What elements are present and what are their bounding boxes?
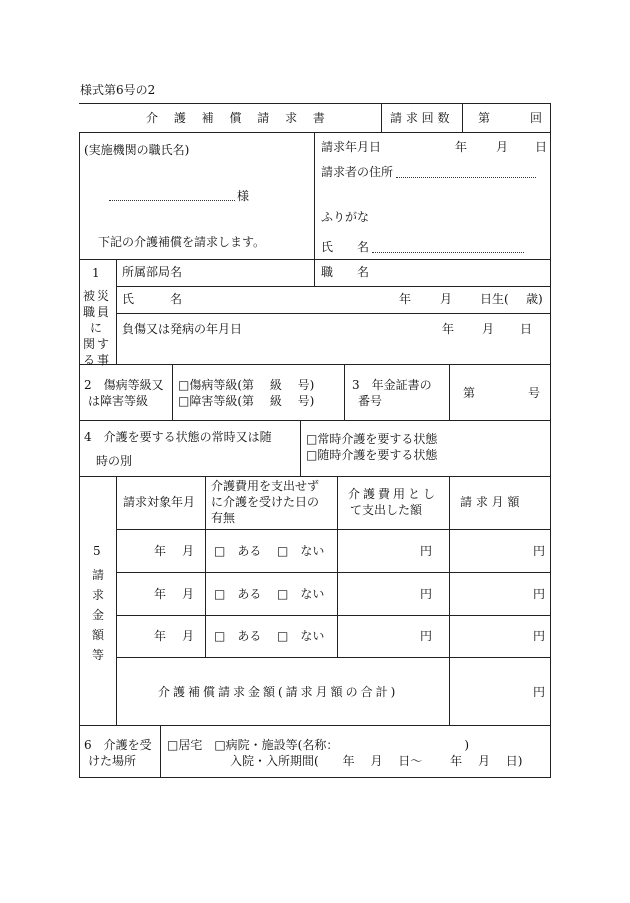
sec2-label-2: は障害等級	[88, 394, 149, 408]
nai-checkbox[interactable]: □ ない	[277, 587, 325, 601]
victim-name-label: 氏 名	[122, 292, 183, 306]
sec6-label-2: けた場所	[88, 754, 137, 768]
post-label: 職 名	[321, 265, 370, 279]
col-no-expense-3: 有無	[211, 511, 236, 525]
constant-care-option[interactable]: □常時介護を要する状態	[306, 432, 438, 446]
aru-checkbox[interactable]: □ ある	[214, 587, 262, 601]
sec3-label-2: 番号	[358, 394, 383, 408]
injury-month: 月	[482, 322, 495, 336]
claimant-name-label: 氏 名	[321, 240, 370, 254]
dept-label: 所属部局名	[122, 265, 183, 279]
col-expense-2: て支出した額	[350, 503, 423, 517]
address-label: 請求者の住所	[321, 165, 394, 179]
sec1-number: 1	[92, 266, 100, 280]
claimant-name-line[interactable]	[372, 252, 524, 253]
claim-count-prefix: 第	[478, 111, 491, 125]
official-name-line[interactable]	[109, 200, 235, 201]
injury-date-label: 負傷又は発病の年月日	[122, 322, 243, 336]
pension-prefix: 第	[463, 386, 476, 400]
aru-checkbox[interactable]: □ ある	[214, 544, 262, 558]
birth-month: 月	[440, 292, 453, 306]
col-expense-1: 介護費用とし	[348, 487, 439, 501]
col-no-expense-2: に介護を受けた日の	[211, 495, 320, 509]
birth-year: 年	[399, 292, 412, 306]
col-no-expense-1: 介護費用を支出せず	[211, 479, 320, 493]
honorific: 様	[237, 189, 250, 203]
pension-suffix: 号	[528, 386, 541, 400]
injury-year: 年	[442, 322, 455, 336]
furigana-label: ふりがな	[321, 210, 370, 224]
nai-checkbox[interactable]: □ ない	[277, 544, 325, 558]
claim-count-suffix: 回	[530, 111, 543, 125]
sec3-label-1: 3 年金証書の	[352, 378, 432, 392]
sec2-label-1: 2 傷病等級又	[84, 378, 164, 392]
request-text: 下記の介護補償を請求します。	[98, 235, 266, 249]
sec4-label-1: 4 介護を要する状態の常時又は随	[84, 430, 272, 444]
birth-day: 日生(	[480, 292, 509, 306]
total-yen: 円	[533, 685, 546, 699]
total-label: 介護補償請求金額(請求月額の合計)	[158, 685, 399, 699]
disability-grade-option[interactable]: □障害等級(第 級 号)	[178, 394, 315, 408]
claim-count-label: 請 求 回 数	[390, 111, 450, 125]
claim-date-year: 年	[455, 140, 468, 154]
birth-age: 歳)	[526, 292, 543, 306]
injury-grade-option[interactable]: □傷病等級(第 級 号)	[178, 378, 315, 392]
sec5-number: 5	[93, 544, 101, 558]
occasional-care-option[interactable]: □随時介護を要する状態	[306, 448, 438, 462]
nai-checkbox[interactable]: □ ない	[277, 629, 325, 643]
col-target-month: 請求対象年月	[123, 495, 196, 509]
form-number: 様式第6号の2	[80, 83, 156, 97]
admission-period: 入院・入所期間( 年 月 日～ 年 月 日)	[230, 754, 523, 768]
claim-date-day: 日	[535, 140, 548, 154]
claim-date-label: 請求年月日	[321, 140, 382, 154]
col-monthly-claim: 請 求 月 額	[460, 495, 520, 509]
aru-checkbox[interactable]: □ ある	[214, 629, 262, 643]
injury-day: 日	[520, 322, 533, 336]
care-place-options[interactable]: □居宅 □病院・施設等(名称： )	[167, 738, 470, 752]
sec6-label-1: 6 介護を受	[84, 738, 152, 752]
claim-date-month: 月	[496, 140, 509, 154]
form-title: 介 護 補 償 請 求 書	[146, 111, 331, 125]
address-line[interactable]	[396, 177, 536, 178]
official-label: (実施機関の職氏名)	[84, 143, 190, 157]
sec4-label-2: 時の別	[96, 454, 133, 468]
